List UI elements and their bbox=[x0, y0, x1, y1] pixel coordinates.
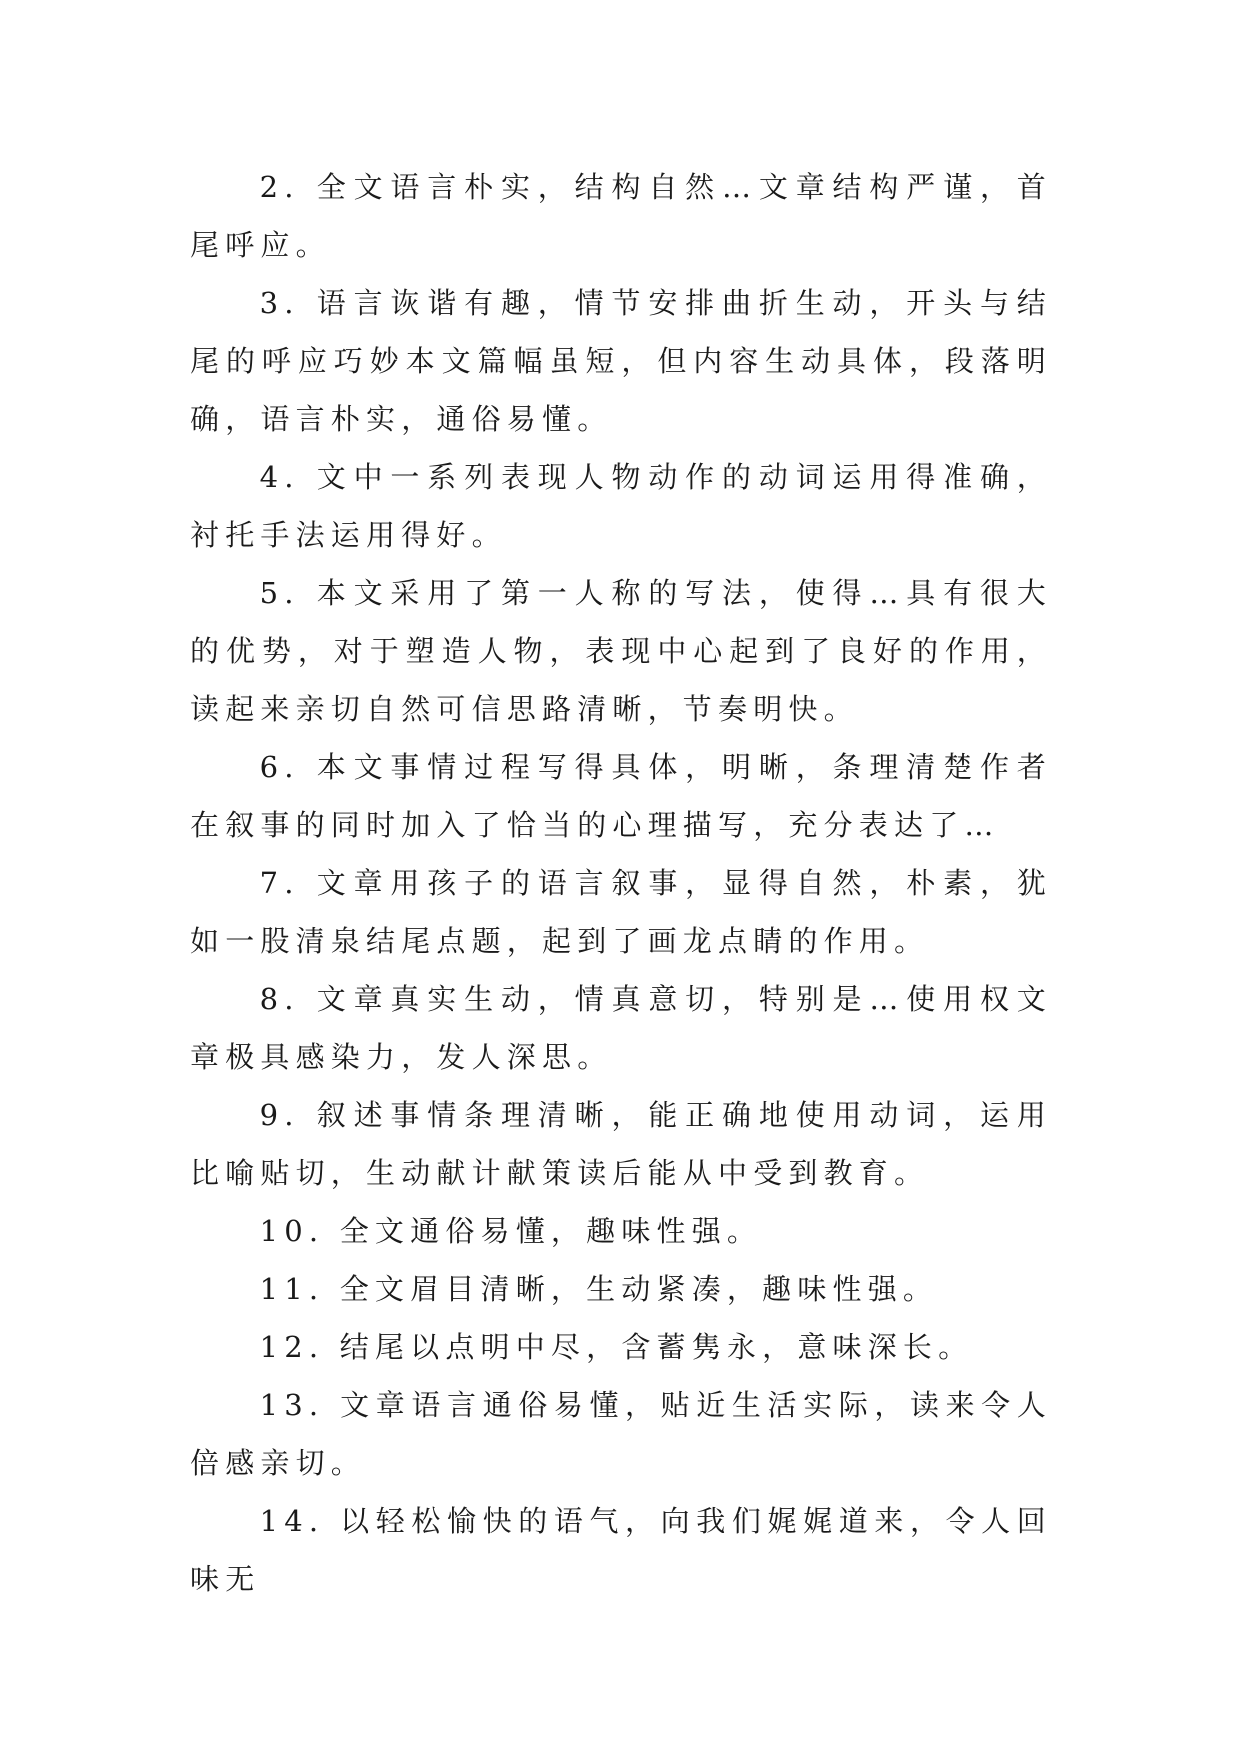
paragraph-item-2: 2. 全文语言朴实，结构自然…文章结构严谨，首尾呼应。 bbox=[190, 170, 1052, 262]
paragraph-item-12: 12. 结尾以点明中尽，含蓄隽永，意味深长。 bbox=[259, 1330, 974, 1364]
paragraph-item-11: 11. 全文眉目清晰，生动紧凑，趣味性强。 bbox=[259, 1272, 939, 1306]
paragraph-item-4: 4. 文中一系列表现人物动作的动词运用得准确，衬托手法运用得好。 bbox=[190, 460, 1052, 552]
paragraph-item-9: 9. 叙述事情条理清晰，能正确地使用动词，运用比喻贴切，生动献计献策读后能从中受到教育。 bbox=[190, 1098, 1052, 1190]
paragraph-item-7: 7. 文章用孩子的语言叙事，显得自然，朴素，犹如一股清泉结尾点题，起到了画龙点睛的作用。 bbox=[190, 866, 1052, 958]
paragraph-item-5: 5. 本文采用了第一人称的写法，使得…具有很大的优势，对于塑造人物，表现中心起到了良好的作用，读起来亲切自然可信思路清晰，节奏明快。 bbox=[190, 576, 1052, 726]
paragraph-item-14: 14. 以轻松愉快的语气，向我们娓娓道来，令人回味无 bbox=[190, 1504, 1052, 1596]
document-body bbox=[190, 158, 1052, 1608]
paragraph-item-13: 13. 文章语言通俗易懂，贴近生活实际，读来令人倍感亲切。 bbox=[190, 1388, 1052, 1480]
paragraph-item-6: 6. 本文事情过程写得具体，明晰，条理清楚作者在叙事的同时加入了恰当的心理描写，充分表达了… bbox=[190, 750, 1052, 842]
paragraph-item-3: 3. 语言诙谐有趣，情节安排曲折生动，开头与结尾的呼应巧妙本文篇幅虽短，但内容生动具体，段落明确，语言朴实，通俗易懂。 bbox=[190, 286, 1052, 436]
paragraph-item-10: 10. 全文通俗易懂，趣味性强。 bbox=[259, 1214, 763, 1248]
paragraph-item-8: 8. 文章真实生动，情真意切，特别是…使用权文章极具感染力，发人深思。 bbox=[190, 982, 1052, 1074]
